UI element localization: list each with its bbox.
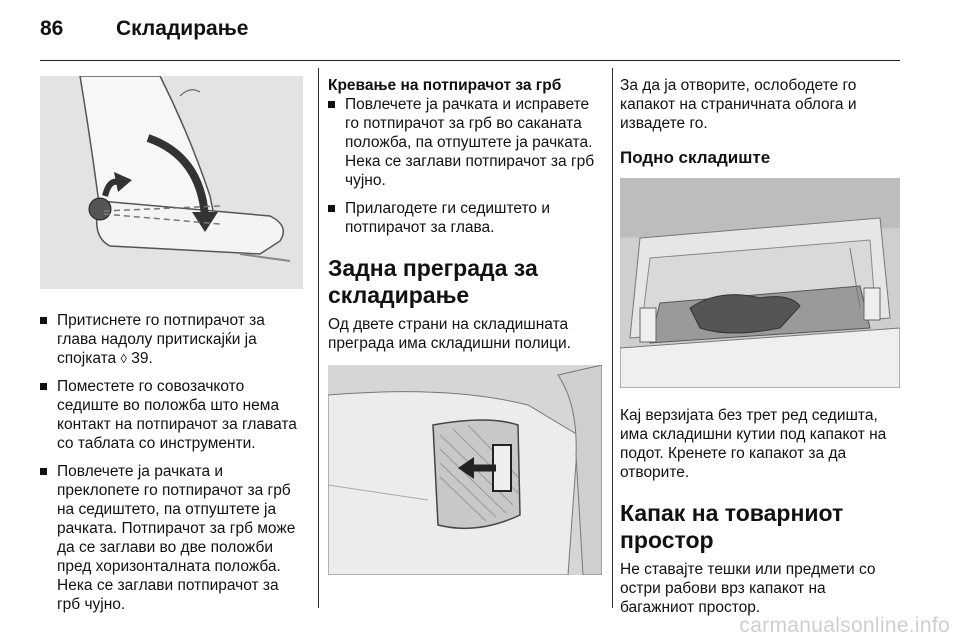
column-divider-right [612,68,613,608]
seat-fold-steps [40,311,303,614]
list-item [40,377,303,453]
list-item [328,95,604,190]
reference-arrow-icon: ◊ [120,351,127,366]
bullet-text: Повлечете ја рачката и преклопете го потпирачот за грб на седиштето, па отпуштете ја рачката. Потпирачот за грб може да се заглави во две положби пред хоризонталната положба. Нека се заглави потпирачот за грб чујно. [57,463,296,613]
bullet-text: Притиснете го потпирачот за глава надолу притискајќи ја спојката [57,312,265,367]
floor-storage-illustration [620,178,900,388]
bullet-text: Повлечете ја рачката и исправете го потпирачот за грб во саканата положба, па отпуштете ја рачката. Нека се заглави потпирачот за грб чујно. [345,96,595,189]
page-number: 86 [40,17,64,40]
bullet-text: Поместете го совозачкото седиште во положба што нема контакт на потпирачот за главата со таблата со инструменти. [57,378,297,452]
paragraph-cargo-cover: Не ставајте тешки или предмети со остри рабови врз капакот на багажниот простор. [620,561,876,616]
list-item [40,311,303,368]
heading-rear-storage: Задна преграда за складирање [328,255,538,308]
heading-floor-storage: Подно складиште [620,148,771,167]
column-3 [620,76,902,617]
header-divider [40,60,900,61]
list-item [40,462,303,614]
paragraph-rear-storage: Од двете страни на складишната преграда има складишни полици. [328,316,571,352]
watermark: carmanualsonline.info [739,614,950,637]
column-1 [40,76,303,623]
page-title: Складирање [116,17,249,40]
heading-cargo-cover: Капак на товарниот простор [620,500,844,553]
seat-fold-illustration [40,76,303,289]
page-reference[interactable]: 39. [131,350,153,367]
subheading-raise-backrest: Кревање на потпирачот за грб [328,77,562,94]
paragraph-floor-storage: Кај верзијата без трет ред седишта, има складишни кутии под капакот на подот. Кренете го капакот за да отворите. [620,407,887,481]
backrest-raise-steps [328,95,604,237]
paragraph-open-panel: За да ја отворите, ослободете го капакот на страничната облога и извадете го. [620,77,857,132]
column-2 [328,76,604,575]
column-divider-left [318,68,319,608]
bullet-text: Прилагодете ги седиштето и потпирачот за глава. [345,200,551,236]
list-item [328,199,604,237]
side-panel-storage-illustration [328,365,602,575]
